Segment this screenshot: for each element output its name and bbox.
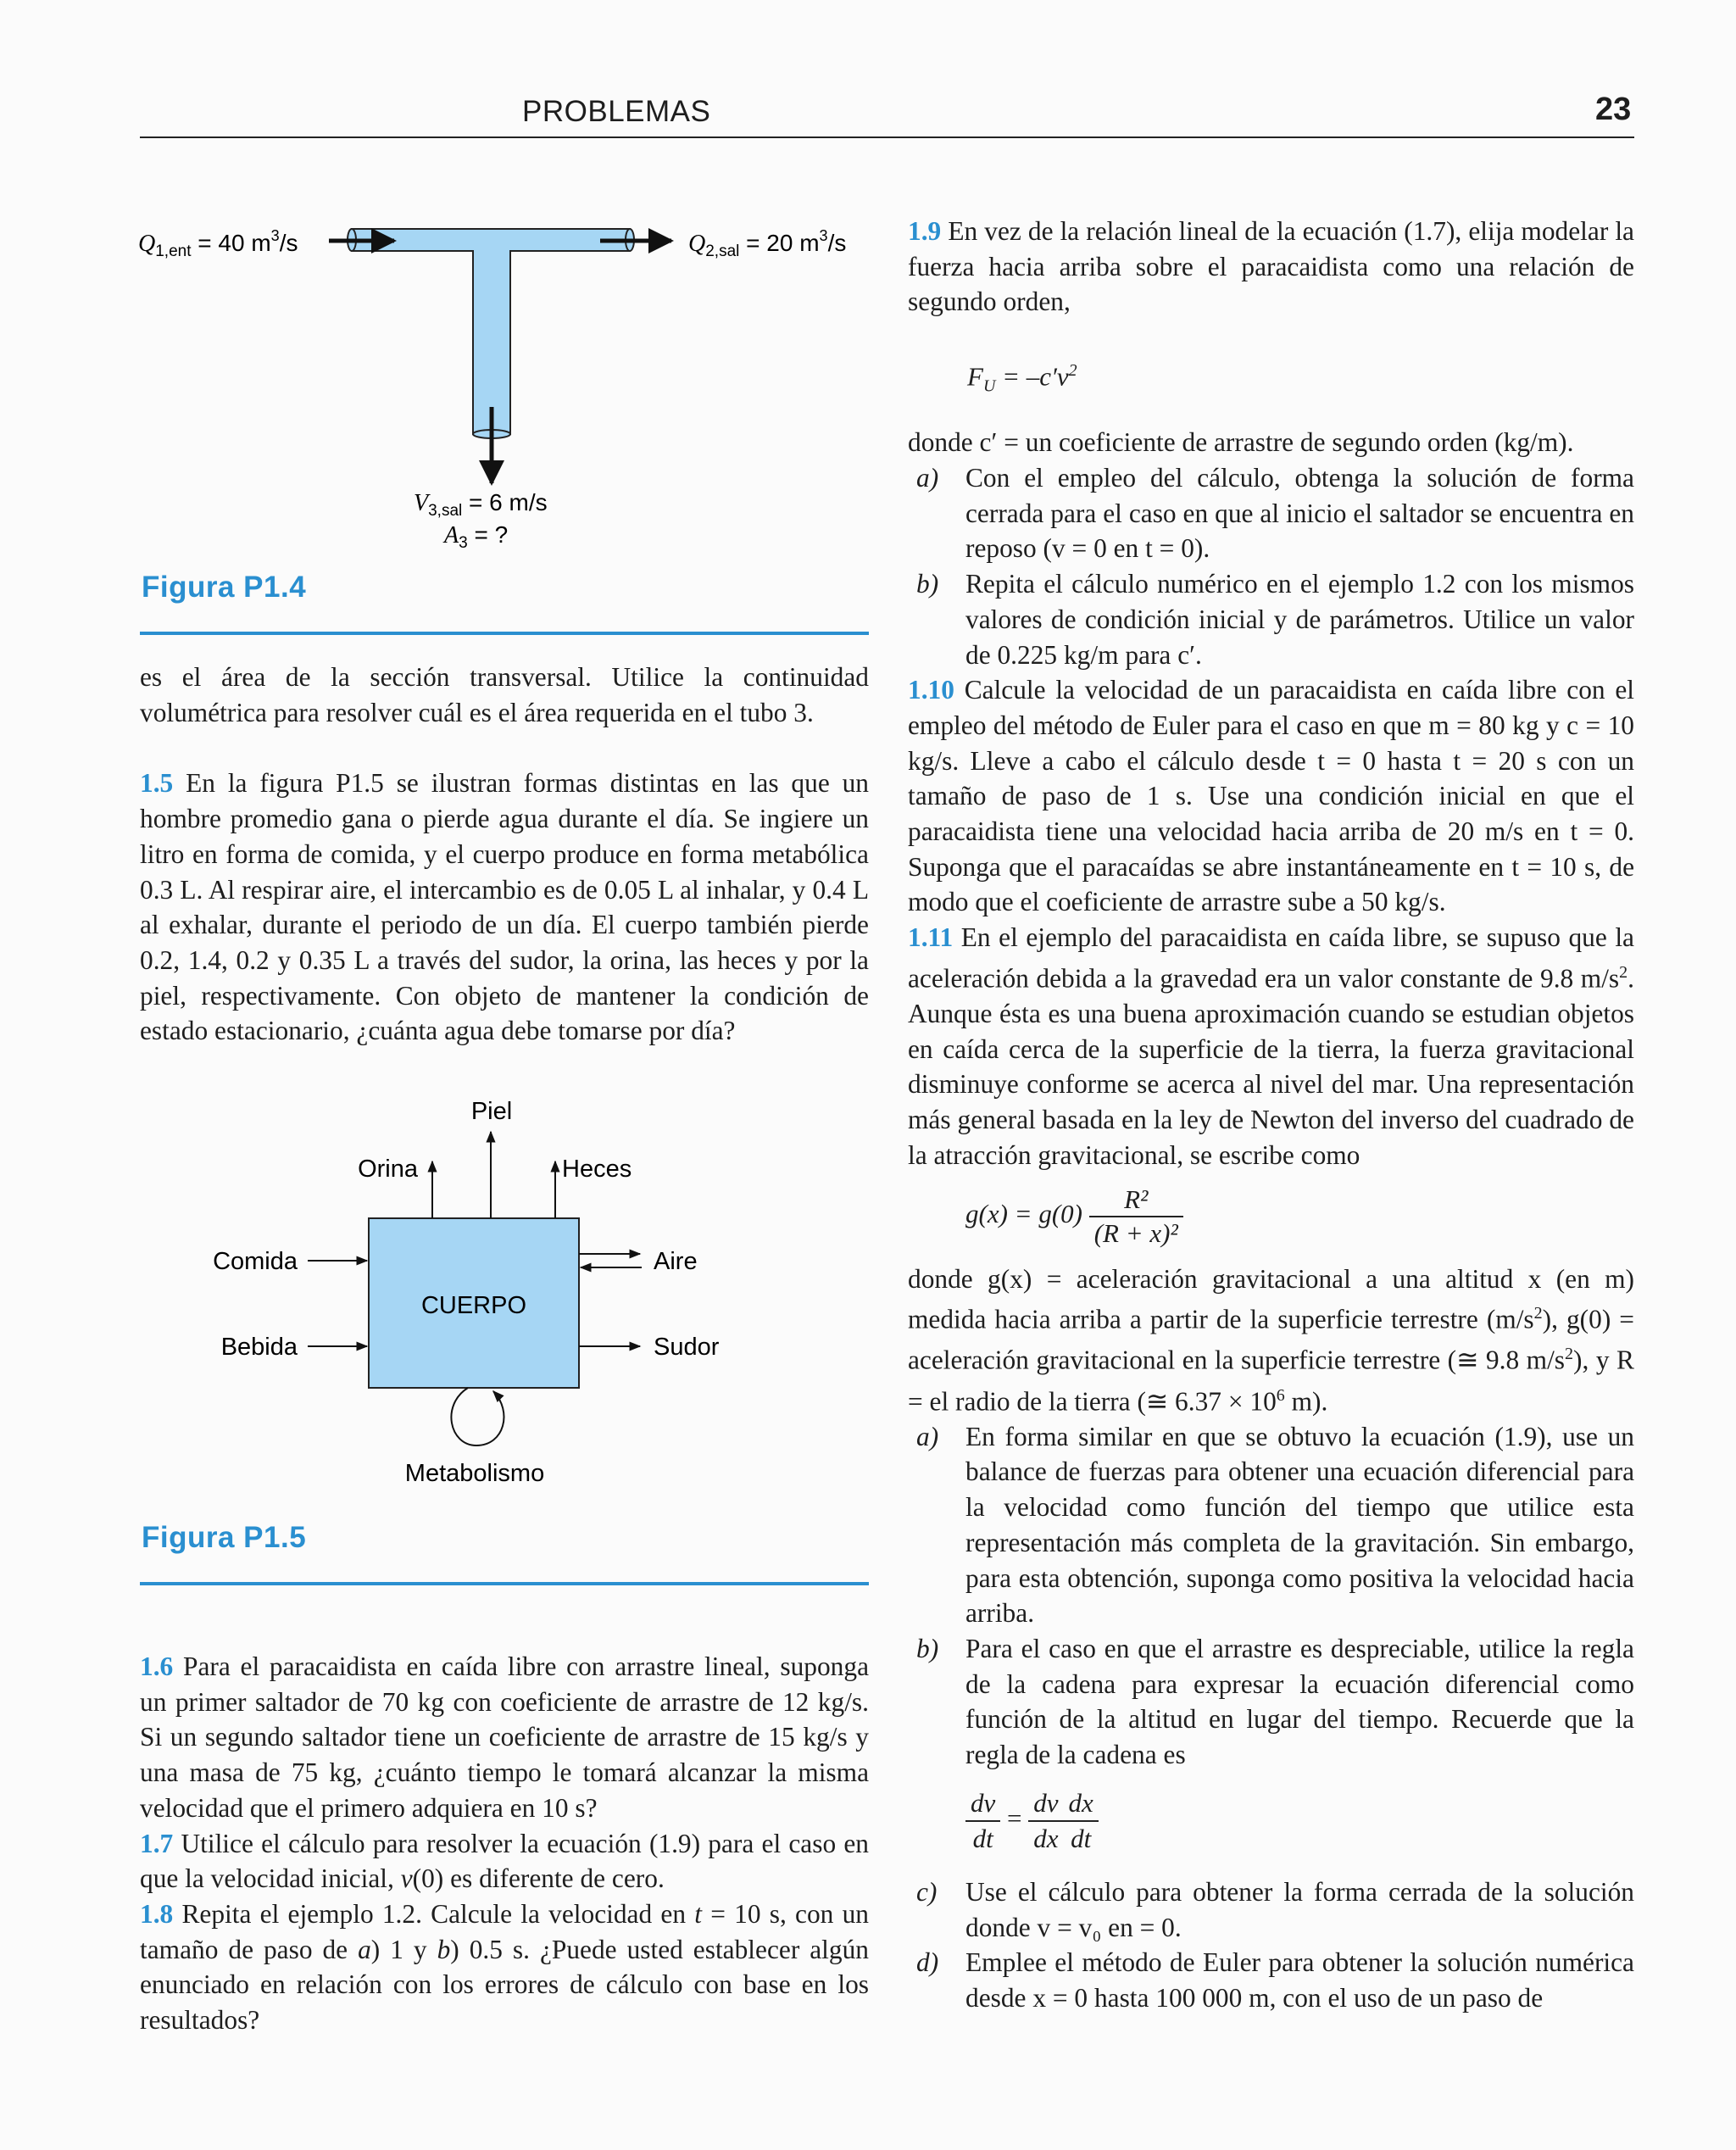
problem-1-9-b: b) Repita el cálculo numérico en el ejemplo 1.2 con los mismos valores de condición inicial y de parámetros. Utilice un valor de 0.225 kg/m para c′.	[916, 569, 1634, 670]
problem-1-7: 1.7 Utilice el cálculo para resolver la ecuación (1.9) para el caso en que la velocidad inicial, v(0) es diferente de cero.	[140, 1828, 869, 1894]
p14-continuation: es el área de la sección transversal. Utilice la continuidad volumétrica para resolver cuál es el área requerida en el tubo 3.	[140, 662, 869, 727]
body-label: CUERPO	[420, 1292, 527, 1319]
sudor-label: Sudor	[654, 1334, 720, 1361]
problem-1-9-a: a) Con el empleo del cálculo, obtenga la solución de forma cerrada para el caso en que al inicio el saltador se encuentra en reposo (v = 0 en t = 0).	[916, 463, 1634, 564]
problem-1-6-number: 1.6	[140, 1651, 174, 1681]
q1-val: = 40 m	[191, 230, 271, 256]
figure-p1-4-rule	[140, 632, 869, 635]
page-number: 23	[1595, 92, 1632, 127]
problem-1-10: 1.10 Calcule la velocidad de un paracaidista en caída libre con el empleo del método de Euler para el caso en que m = 80 kg y c = 10 kg/s. Lleve a cabo el cálculo desde t = 0 hasta t = 20 s con un tamaño de paso de 1 s. Use una condición inicial en que el paracaidista tiene una velocidad hacia arriba de 20 m/s en t = 0. Suponga que el paracaídas se abre instantáneamente en t = 10 s, de modo que el coeficiente de arrastre sube a 50 kg/s.	[908, 675, 1634, 917]
heces-label: Heces	[562, 1156, 632, 1183]
v3-var: V	[414, 490, 429, 516]
q2-val: = 20 m	[739, 230, 820, 256]
figure-p1-4-caption: Figura P1.4	[142, 571, 307, 604]
problem-1-8-number: 1.8	[140, 1898, 174, 1929]
equation-gravity: g(x) = g(0) $\frac{\text{R²}}{\text{(R + x)²}}$	[965, 1184, 1634, 1250]
q2-sub: 2,sal	[705, 242, 740, 260]
svg-text:V3,sal = 6 m/s	[414, 489, 548, 520]
problem-1-9: 1.9 En vez de la relación lineal de la ecuación (1.7), elija modelar la fuerza hacia arriba sobre el paracaidista como una relación de segundo orden,	[908, 216, 1634, 317]
q1-sub: 1,ent	[155, 242, 192, 260]
piel-label: Piel	[470, 1098, 513, 1125]
left-column-top	[140, 660, 869, 1049]
problem-1-10-number: 1.10	[908, 675, 954, 705]
q1-exp: 3	[270, 227, 280, 244]
metabolismo-label: Metabolismo	[404, 1460, 545, 1487]
v3-sub: 3,sal	[428, 502, 463, 520]
figure-p1-5-caption: Figura P1.5	[142, 1521, 307, 1554]
equation-chain-rule: $\frac{dv}{dt}$ = $\frac{dv}{dx}$ $\frac{dx}{dt}$	[965, 1786, 1634, 1856]
q1-var: Q	[138, 231, 156, 257]
problem-1-11-d: d) Emplee el método de Euler para obtener la solución numérica desde x = 0 hasta 100 000 m, con el uso de un paso de	[916, 1947, 1634, 2013]
right-column	[908, 214, 1634, 2016]
problem-1-9-donde: donde c′ = un coeficiente de arrastre de segundo orden (kg/m).	[908, 427, 1574, 458]
running-head: PROBLEMAS	[522, 95, 711, 128]
problem-1-11: 1.11 En el ejemplo del paracaidista en caída libre, se supuso que la aceleración debida a la gravedad era un valor constante de 9.8 $m/s^2$. Aunque ésta es una buena aproximación cuando se estudian objetos en caída cerca de la superficie de la tierra, la fuerza gravitacional disminuye conforme se acerca al nivel del mar. Una representación más general basada en la ley de Newton del inverso del cuadrado de la atracción gravitacional, se escribe como	[908, 922, 1634, 1170]
problem-1-11-b: b) Para el caso en que el arrastre es despreciable, utilice la regla de la cadena para expresar la ecuación diferencial como función de la altitud en lugar del tiempo. Recuerde que la regla de la cadena es	[916, 1634, 1634, 1770]
a3-sub: 3	[459, 534, 468, 552]
comida-label: Comida	[213, 1248, 298, 1275]
a3-val: = ?	[467, 521, 509, 548]
figure-p1-5-rule	[140, 1582, 869, 1585]
q2-unit: /s	[827, 230, 847, 256]
svg-text:A3 = ?	[442, 521, 508, 552]
problem-1-8: 1.8 Repita el ejemplo 1.2. Calcule la velocidad en t = 10 s, con un tamaño de paso de a) 1 y b) 0.5 s. ¿Puede usted establecer algún enunciado en relación con los errores de cálculo con base en los resultados?	[140, 1898, 869, 2036]
problem-1-11-number: 1.11	[908, 922, 954, 953]
problem-1-11-donde: donde g(x) = aceleración gravitacional a una altitud x (en m) medida hacia arriba a partir de la superficie terrestre $(m/s^2)$, g(0) = aceleración gravitacional en la superficie terrestre (≅ 9.8 $m/s^2$), y R = el radio de la tierra (≅ $6.37 \times 10^6$ m).	[908, 1263, 1635, 1417]
a3-var: A	[444, 522, 459, 549]
t-pipe	[352, 229, 630, 434]
left-column-bottom	[140, 1649, 869, 2038]
problem-1-5: 1.5 En la figura P1.5 se ilustran formas distintas en las que un hombre promedio gana o pierde agua durante el día. Se ingiere un litro en forma de comida, y el cuerpo produce en forma metabólica 0.3 L. Al respirar aire, el intercambio es de 0.05 L al inhalar, y 0.4 L al exhalar, durante el periodo de un día. El cuerpo también pierde 0.2, 1.4, 0.2 y 0.35 L a través del sudor, la orina, las heces y por la piel, respectivamente. Con objeto de mantener la condición de estado estacionario, ¿cuánta agua debe tomarse por día?	[140, 768, 869, 1046]
equation-fu: $F_U = -c'v^2$	[967, 361, 1077, 396]
header-rule	[140, 136, 1634, 138]
problem-1-6: 1.6 Para el paracaidista en caída libre con arrastre lineal, suponga un primer saltador de 70 kg con coeficiente de arrastre de 12 kg/s. Si un segundo saltador tiene un coeficiente de arrastre de 15 kg/s y una masa de 75 kg, ¿cuánto tiempo le tomará alcanzar la misma velocidad que el primero adquiera en 10 s?	[140, 1651, 869, 1823]
problem-1-9-number: 1.9	[908, 216, 942, 246]
problem-1-11-c: c) Use el cálculo para obtener la forma cerrada de la solución donde v = v₀ en = 0.	[916, 1876, 1634, 1942]
v3-val: = 6 m/s	[462, 489, 548, 515]
orina-label: Orina	[358, 1156, 418, 1183]
q1-unit: /s	[279, 230, 298, 256]
figure-p1-4	[136, 203, 882, 560]
problem-1-7-number: 1.7	[140, 1828, 174, 1858]
problem-1-11-a: a) En forma similar en que se obtuvo la ecuación (1.9), use un balance de fuerzas para obtener una ecuación diferencial para la velocidad como función del tiempo que utilice esta representación más completa de la gravitación. Sin embargo, para esta obtención, suponga como positiva la velocidad hacia arriba.	[916, 1421, 1634, 1629]
bebida-label: Bebida	[220, 1334, 298, 1361]
problem-1-5-number: 1.5	[140, 768, 174, 799]
figure-p1-5	[170, 1089, 831, 1496]
q2-var: Q	[688, 231, 706, 257]
svg-text:Q1,ent = 40 m3/s	[138, 227, 298, 260]
svg-text:Q2,sal = 20 m3/s	[688, 227, 846, 260]
aire-label: Aire	[654, 1248, 698, 1275]
q2-exp: 3	[819, 227, 828, 244]
